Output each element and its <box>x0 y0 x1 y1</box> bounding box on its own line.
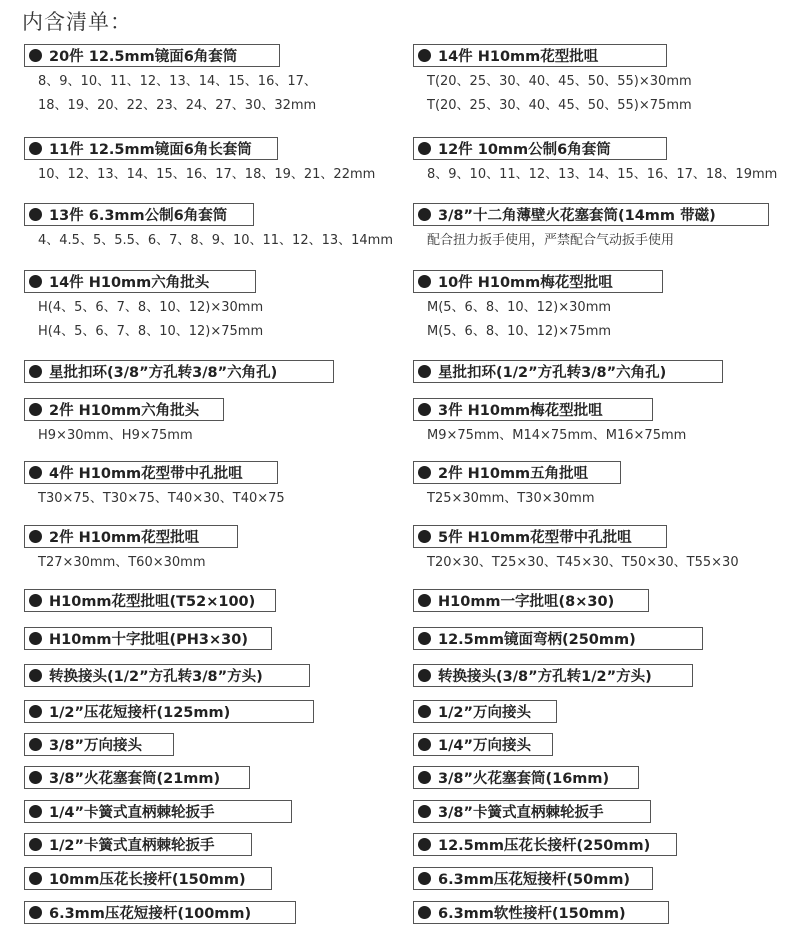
list-item <box>24 627 272 650</box>
list-item <box>413 589 649 612</box>
item-heading <box>413 589 649 612</box>
page-title: 内含清单： <box>22 10 132 34</box>
bullet-icon <box>29 632 42 645</box>
bullet-icon <box>29 771 42 784</box>
list-item <box>413 461 621 507</box>
item-heading-text: 2件 H10mm花型批咀 <box>49 530 200 546</box>
item-detail: M(5、6、8、10、12)×30mm <box>427 300 612 315</box>
bullet-icon <box>29 530 42 543</box>
item-heading <box>413 203 769 226</box>
item-heading <box>24 901 296 924</box>
list-item <box>24 867 272 890</box>
item-heading <box>413 627 703 650</box>
item-heading-text: H10mm一字批咀(8×30) <box>438 594 615 610</box>
item-heading <box>413 664 693 687</box>
item-heading <box>413 901 669 924</box>
item-heading-text: 转换接头(1/2”方孔转3/8”方头) <box>49 669 263 685</box>
item-heading <box>413 360 723 383</box>
item-heading <box>24 766 250 789</box>
item-heading-text: 10件 H10mm梅花型批咀 <box>438 275 613 291</box>
list-item <box>24 270 263 340</box>
item-heading <box>24 700 314 723</box>
item-detail: T(20、25、30、40、45、50、55)×30mm <box>427 74 692 89</box>
list-item <box>24 360 334 383</box>
list-item <box>24 398 224 444</box>
bullet-icon <box>418 530 431 543</box>
item-detail: T30×75、T30×75、T40×30、T40×75 <box>38 491 285 506</box>
item-heading <box>413 766 639 789</box>
list-item <box>24 766 250 789</box>
item-heading-text: 2件 H10mm五角批咀 <box>438 466 589 482</box>
item-heading <box>413 700 557 723</box>
item-heading-text: 3/8”万向接头 <box>49 738 143 754</box>
item-heading <box>24 44 280 67</box>
bullet-icon <box>418 838 431 851</box>
item-heading-text: 1/4”卡簧式直柄棘轮扳手 <box>49 805 215 821</box>
item-detail: T25×30mm、T30×30mm <box>427 491 595 506</box>
list-item <box>24 589 276 612</box>
item-heading-text: 6.3mm软性接杆(150mm) <box>438 906 626 922</box>
item-heading <box>24 525 238 548</box>
item-heading <box>24 203 254 226</box>
item-detail: 8、9、10、11、12、13、14、15、16、17、18、19mm <box>427 167 778 182</box>
bullet-icon <box>29 906 42 919</box>
item-heading-text: 3/8”火花塞套筒(21mm) <box>49 771 221 787</box>
bullet-icon <box>418 275 431 288</box>
bullet-icon <box>29 466 42 479</box>
item-heading-text: 13件 6.3mm公制6角套筒 <box>49 208 228 224</box>
bullet-icon <box>29 142 42 155</box>
bullet-icon <box>29 705 42 718</box>
item-heading <box>413 461 621 484</box>
list-item <box>24 203 393 249</box>
item-heading <box>24 589 276 612</box>
item-heading-text: H10mm十字批咀(PH3×30) <box>49 632 248 648</box>
bullet-icon <box>29 738 42 751</box>
list-item <box>24 733 174 756</box>
item-detail: 4、4.5、5、5.5、6、7、8、9、10、11、12、13、14mm <box>38 233 394 248</box>
bullet-icon <box>29 669 42 682</box>
bullet-icon <box>29 208 42 221</box>
item-heading <box>24 270 256 293</box>
bullet-icon <box>418 872 431 885</box>
item-heading <box>413 398 653 421</box>
item-heading-text: 星批扣环(3/8”方孔转3/8”六角孔) <box>49 365 278 381</box>
item-heading <box>413 833 677 856</box>
item-heading-text: 11件 12.5mm镜面6角长套筒 <box>49 142 252 158</box>
item-detail: M9×75mm、M14×75mm、M16×75mm <box>427 428 687 443</box>
list-item <box>413 270 663 340</box>
item-heading-text: 6.3mm压花短接杆(100mm) <box>49 906 252 922</box>
list-item <box>413 664 693 687</box>
list-item <box>24 664 310 687</box>
list-item <box>413 137 777 183</box>
item-heading <box>413 525 667 548</box>
item-heading-text: 2件 H10mm六角批头 <box>49 403 200 419</box>
bullet-icon <box>418 365 431 378</box>
item-heading-text: 星批扣环(1/2”方孔转3/8”六角孔) <box>438 365 667 381</box>
bullet-icon <box>418 805 431 818</box>
item-heading <box>24 867 272 890</box>
bullet-icon <box>418 771 431 784</box>
item-detail: 10、12、13、14、15、16、17、18、19、21、22mm <box>38 167 376 182</box>
item-heading <box>24 800 292 823</box>
item-detail: H(4、5、6、7、8、10、12)×75mm <box>38 324 264 339</box>
list-item <box>24 44 317 114</box>
list-item <box>413 398 686 444</box>
bullet-icon <box>418 705 431 718</box>
item-heading-text: H10mm花型批咀(T52×100) <box>49 594 256 610</box>
list-item <box>24 700 314 723</box>
item-detail: 配合扭力扳手使用，严禁配合气动扳手使用 <box>427 233 675 248</box>
list-item <box>24 833 252 856</box>
bullet-icon <box>418 208 431 221</box>
item-heading-text: 10mm压花长接杆(150mm) <box>49 872 246 888</box>
list-item <box>24 461 285 507</box>
item-heading-text: 5件 H10mm花型带中孔批咀 <box>438 530 632 546</box>
bullet-icon <box>29 872 42 885</box>
bullet-icon <box>29 594 42 607</box>
item-heading-text: 3/8”卡簧式直柄棘轮扳手 <box>438 805 604 821</box>
item-heading <box>24 137 278 160</box>
item-heading-text: 3件 H10mm梅花型批咀 <box>438 403 603 419</box>
item-heading-text: 1/2”卡簧式直柄棘轮扳手 <box>49 838 215 854</box>
item-heading-text: 12件 10mm公制6角套筒 <box>438 142 611 158</box>
list-item <box>413 627 703 650</box>
bullet-icon <box>29 403 42 416</box>
bullet-icon <box>29 805 42 818</box>
bullet-icon <box>418 466 431 479</box>
list-item <box>24 525 238 571</box>
item-heading-text: 1/2”万向接头 <box>438 705 532 721</box>
bullet-icon <box>418 632 431 645</box>
item-heading-text: 4件 H10mm花型带中孔批咀 <box>49 466 243 482</box>
list-item <box>413 733 553 756</box>
item-heading <box>24 461 278 484</box>
bullet-icon <box>29 275 42 288</box>
item-heading-text: 12.5mm镜面弯柄(250mm) <box>438 632 636 648</box>
bullet-icon <box>418 49 431 62</box>
item-heading-text: 12.5mm压花长接杆(250mm) <box>438 838 651 854</box>
item-heading <box>24 833 252 856</box>
bullet-icon <box>29 49 42 62</box>
list-item <box>24 137 375 183</box>
item-heading-text: 1/4”万向接头 <box>438 738 532 754</box>
item-heading <box>24 733 174 756</box>
item-detail: M(5、6、8、10、12)×75mm <box>427 324 612 339</box>
item-detail: T27×30mm、T60×30mm <box>38 555 206 570</box>
item-heading-text: 1/2”压花短接杆(125mm) <box>49 705 231 721</box>
bullet-icon <box>418 594 431 607</box>
item-detail: 8、9、10、11、12、13、14、15、16、17、 <box>38 74 317 89</box>
bullet-icon <box>418 906 431 919</box>
list-item <box>413 766 639 789</box>
list-item <box>413 800 651 823</box>
item-heading <box>413 800 651 823</box>
list-item <box>413 700 557 723</box>
item-detail: 18、19、20、22、23、24、27、30、32mm <box>38 98 317 113</box>
list-item <box>413 44 692 114</box>
item-heading-text: 3/8”十二角薄壁火花塞套筒(14mm 带磁) <box>438 208 716 224</box>
item-heading <box>24 627 272 650</box>
list-item <box>24 800 292 823</box>
bullet-icon <box>418 738 431 751</box>
item-heading-text: 20件 12.5mm镜面6角套筒 <box>49 49 238 65</box>
bullet-icon <box>29 838 42 851</box>
item-heading <box>413 270 663 293</box>
list-item <box>24 901 296 924</box>
item-heading <box>413 733 553 756</box>
item-heading <box>24 664 310 687</box>
item-heading <box>413 867 653 890</box>
list-item <box>413 901 669 924</box>
item-heading-text: 3/8”火花塞套筒(16mm) <box>438 771 610 787</box>
list-item <box>413 360 723 383</box>
bullet-icon <box>418 669 431 682</box>
item-heading-text: 6.3mm压花短接杆(50mm) <box>438 872 631 888</box>
item-detail: T20×30、T25×30、T45×30、T50×30、T55×30 <box>427 555 739 570</box>
list-item <box>413 833 677 856</box>
item-heading <box>413 137 667 160</box>
item-heading <box>413 44 667 67</box>
bullet-icon <box>418 403 431 416</box>
list-item <box>413 525 739 571</box>
item-heading-text: 14件 H10mm花型批咀 <box>438 49 599 65</box>
item-heading <box>24 398 224 421</box>
item-detail: T(20、25、30、40、45、50、55)×75mm <box>427 98 692 113</box>
item-detail: H(4、5、6、7、8、10、12)×30mm <box>38 300 264 315</box>
bullet-icon <box>418 142 431 155</box>
item-heading <box>24 360 334 383</box>
list-item <box>413 203 769 249</box>
item-heading-text: 14件 H10mm六角批头 <box>49 275 210 291</box>
item-heading-text: 转换接头(3/8”方孔转1/2”方头) <box>438 669 652 685</box>
item-detail: H9×30mm、H9×75mm <box>38 428 193 443</box>
list-item <box>413 867 653 890</box>
bullet-icon <box>29 365 42 378</box>
